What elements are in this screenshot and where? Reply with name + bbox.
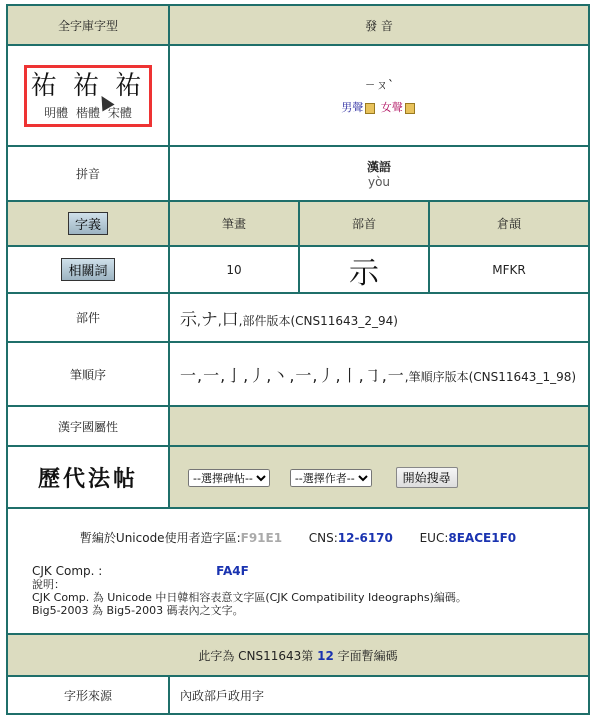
character-info-table: [6, 4, 590, 715]
speaker-icon[interactable]: [405, 103, 415, 114]
pinyin-label: 拼音: [7, 146, 169, 201]
stroke-order-separator: ,: [404, 369, 409, 384]
glyph-preview[interactable]: [24, 65, 153, 127]
cangjie-value: MFKR: [429, 246, 589, 293]
glyph-samples: 祐 祐 祐: [30, 70, 146, 101]
cns-plane-prefix: 此字為 CNS11643第: [198, 648, 318, 663]
author-select[interactable]: [290, 469, 372, 487]
euc-value: 8EACE1F0: [448, 531, 517, 545]
related-words-button[interactable]: 相關詞: [61, 258, 114, 281]
stele-select[interactable]: [188, 469, 270, 487]
component-separator: ,: [197, 314, 201, 328]
component-separator: ,: [238, 314, 243, 328]
calligraphy-title: 歷代法帖: [7, 446, 169, 508]
pinyin-lang: 漢語: [367, 160, 392, 174]
speaker-icon[interactable]: [365, 103, 375, 114]
radical-header: 部首: [299, 201, 429, 246]
pinyin-value: yòu: [367, 175, 391, 189]
font-label-kai[interactable]: 楷體: [75, 105, 100, 120]
bopomofo: ㄧㄡˋ: [364, 78, 395, 92]
strokes-value: 10: [169, 246, 299, 293]
calligraphy-controls: [169, 446, 589, 508]
meaning-button[interactable]: 字義: [68, 212, 108, 235]
pronunciation-header: 發 音: [169, 5, 589, 45]
component-separator: ,: [217, 314, 222, 328]
cns-value[interactable]: 12-6170: [337, 531, 393, 545]
stroke-order-label: 筆順序: [7, 342, 169, 406]
meaning-cell: [7, 201, 169, 246]
component-glyph[interactable]: ナ: [200, 310, 218, 330]
search-button[interactable]: 開始搜尋: [396, 467, 458, 488]
female-voice-link[interactable]: 女聲: [380, 101, 403, 114]
cns-label: CNS:: [308, 531, 338, 545]
stroke-order-cell: [169, 342, 589, 406]
sound-links: [170, 99, 588, 115]
attr-label: 漢字國屬性: [7, 406, 169, 446]
cjk-value: FA4F: [216, 564, 249, 578]
component-glyph[interactable]: 口: [221, 310, 239, 330]
cjk-label: CJK Comp. :: [32, 564, 103, 578]
stroke-sequence: 一,一,亅,丿,丶,一,丿,丨,㇆,一: [180, 365, 405, 385]
pronunciation-cell: [169, 45, 589, 146]
code-info-cell: [7, 508, 589, 634]
glyph-labels: [31, 104, 146, 121]
cjk-line: [32, 564, 564, 578]
components-cell: [169, 293, 589, 342]
unicode-label: 暫編於Unicode使用者造字區:: [79, 531, 241, 545]
unicode-value: F91E1: [240, 531, 283, 545]
glyph-form-header: 全字庫字型: [7, 5, 169, 45]
related-cell: [7, 246, 169, 293]
component-glyph[interactable]: 示: [180, 310, 197, 330]
source-value: 內政部戶政用字: [169, 676, 589, 714]
font-label-song[interactable]: 宋體: [107, 105, 132, 120]
radical-value[interactable]: 示: [299, 246, 429, 293]
glyph-cell: [7, 45, 169, 146]
stroke-order-version: 筆順序版本(CNS11643_1_98): [408, 369, 577, 384]
cangjie-header: 倉頡: [429, 201, 589, 246]
note-big5: Big5-2003 為 Big5-2003 碼表內之文字。: [32, 604, 244, 617]
attr-value: [169, 406, 589, 446]
components-label: 部件: [7, 293, 169, 342]
male-voice-link[interactable]: 男聲: [341, 101, 364, 114]
note-label: 說明：: [32, 578, 65, 591]
code-line: [32, 529, 564, 546]
cns-plane-suffix: 字面暫編碼: [333, 648, 398, 663]
note-cjk: CJK Comp. 為 Unicode 中日韓相容表意文字區(CJK Compatibility Ideographs)編碼。: [32, 591, 467, 604]
euc-label: EUC:: [419, 531, 449, 545]
strokes-header: 筆畫: [169, 201, 299, 246]
cns-plane-cell: [7, 634, 589, 676]
components-version: 部件版本(CNS11643_2_94): [242, 314, 398, 328]
font-label-ming[interactable]: 明體: [44, 105, 69, 120]
source-label: 字形來源: [7, 676, 169, 714]
cns-plane-number: 12: [317, 648, 334, 663]
pinyin-cell: [169, 146, 589, 201]
